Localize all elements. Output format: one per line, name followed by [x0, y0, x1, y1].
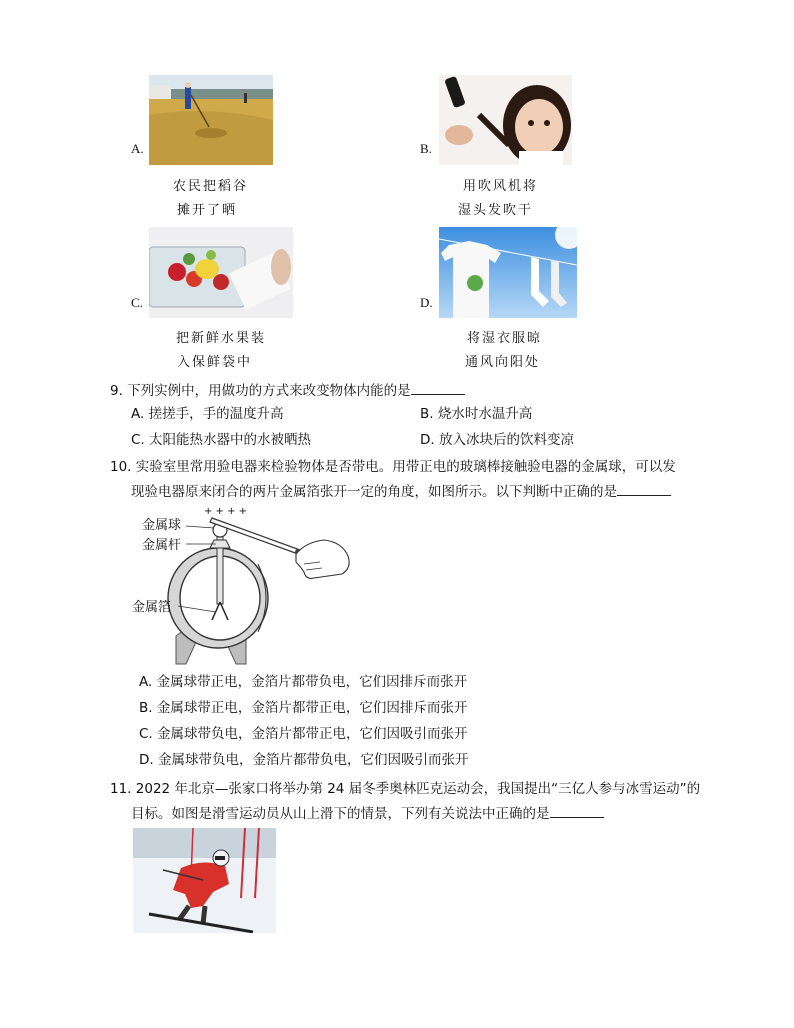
option-d: D. 金属球带负电，金箔片都带负电，它们因吸引而张开 — [139, 752, 469, 768]
option-letter: B. — [420, 141, 432, 156]
caption-line1: 将湿衣服晾 — [467, 331, 543, 346]
caption-line1: 农民把稻谷 — [173, 179, 249, 194]
question-stem-line1: 10. 实验室里常用验电器来检验物体是否带电。用带正电的玻璃棒接触验电器的金属球，可以发 — [110, 459, 676, 475]
option-c: C. 金属球带负电，金箔片都带正电，它们因吸引而张开 — [139, 726, 468, 742]
clothes-drying-line-image — [439, 227, 577, 318]
answer-blank[interactable] — [550, 805, 604, 818]
option-c: C. 太阳能热水器中的水被晒热 — [131, 432, 312, 448]
option-letter: C. — [131, 295, 143, 310]
option-d: D. 放入冰块后的饮料变凉 — [420, 432, 574, 448]
label-charges: + + + + — [204, 506, 248, 517]
question-stem: 9. 下列实例中，用做功的方式来改变物体内能的是 — [110, 381, 465, 401]
option-b: B. 金属球带正电，金箔片都带正电，它们因排斥而张开 — [139, 700, 468, 716]
option-letter: A. — [131, 141, 144, 156]
caption-line2: 摊开了晒 — [177, 203, 238, 218]
option-a: A. 搓搓手，手的温度升高 — [131, 406, 284, 422]
question-stem-line1: 11. 2022 年北京—张家口将举办第 24 届冬季奥林匹克运动会，我国提出“三亿人参与冰雪运动”的 — [110, 781, 701, 797]
option-letter: D. — [420, 295, 433, 310]
caption-line1: 把新鲜水果装 — [176, 331, 267, 346]
answer-blank[interactable] — [617, 483, 671, 496]
caption-line1: 用吹风机将 — [463, 179, 539, 194]
question-stem-line2: 现验电器原来闭合的两片金属箔张开一定的角度，如图所示。以下判断中正确的是 — [131, 482, 671, 502]
caption-line2: 湿头发吹干 — [458, 203, 534, 218]
skier-image — [133, 828, 276, 933]
label-metal-foil: 金属箔 — [132, 600, 172, 615]
caption-line2: 入保鲜袋中 — [177, 355, 253, 370]
fruit-in-plastic-wrap-image — [149, 227, 293, 318]
farmer-drying-grain-image — [149, 75, 273, 165]
label-metal-rod: 金属杆 — [142, 538, 182, 553]
answer-blank[interactable] — [411, 382, 465, 395]
option-b: B. 烧水时水温升高 — [420, 406, 533, 422]
caption-line2: 通风向阳处 — [465, 355, 541, 370]
option-a: A. 金属球带正电，金箔片都带负电，它们因排斥而张开 — [139, 674, 468, 690]
question-stem-line2: 目标。如图是滑雪运动员从山上滑下的情景，下列有关说法中正确的是 — [131, 804, 604, 824]
label-metal-ball: 金属球 — [142, 518, 182, 533]
hair-dryer-child-image — [439, 75, 572, 165]
electroscope-diagram — [128, 506, 368, 670]
